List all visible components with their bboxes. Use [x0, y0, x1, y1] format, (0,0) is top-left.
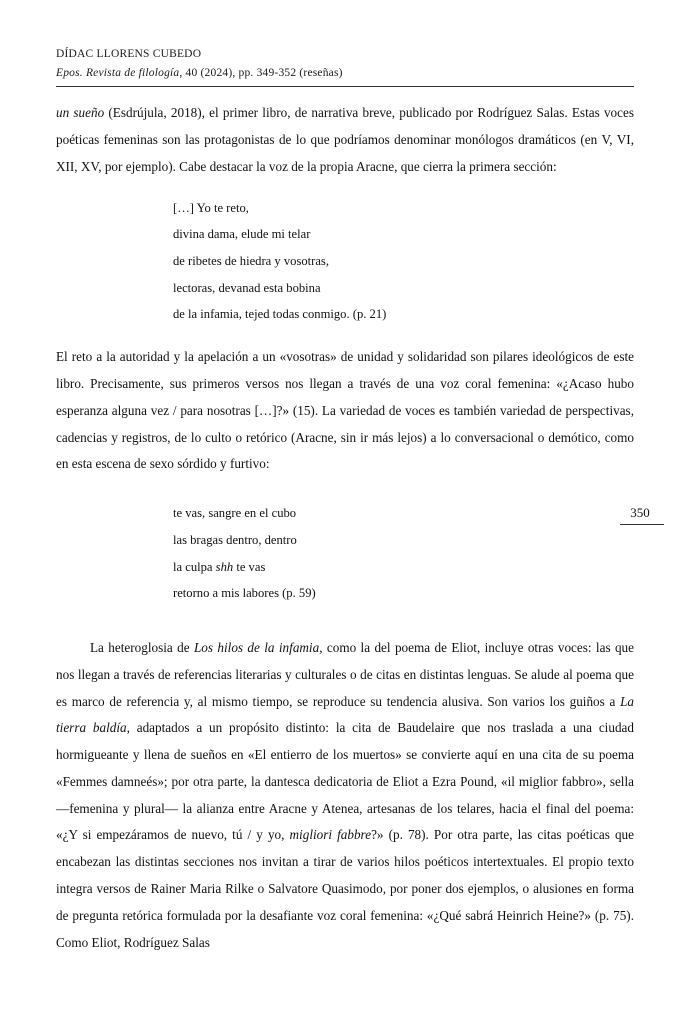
verse-line-post: te vas [233, 559, 266, 574]
inline-italic-un-sueno: un sueño [56, 105, 105, 121]
p3-italic-la-tierra-baldia: La tierra baldía [56, 693, 634, 736]
running-head-journal-title: Epos. Revista de filología [56, 66, 180, 79]
body-paragraph-3 [56, 635, 634, 957]
verse-block-2 [56, 500, 634, 607]
verse-line: divina dama, elude mi telar [173, 227, 311, 242]
page-number-value: 350 [630, 505, 650, 520]
verse-line-pre: la culpa [173, 559, 216, 574]
running-head-journal-details: , 40 (2024), pp. 349-352 (reseñas) [179, 66, 343, 79]
paragraph-text [56, 635, 634, 957]
verse-line-italic: shh [215, 559, 234, 574]
margin-page-number [616, 505, 664, 525]
page-number-divider [620, 524, 664, 525]
body-paragraph-1 [56, 100, 634, 180]
paragraph-text: El reto a la autoridad y la apelación a un «vosotras» de unidad y solidaridad son pilares ideológicos de este libro. Precisamente, sus primeros versos nos llegan a través de una voz coral femenina: «¿Acaso hubo esperanza alguna vez / para nosotras […]?» (15). La variedad de voces es también variedad de perspectivas, cadencias y registros, de lo culto o retórico (Aracne, sin ir más lejos) a lo conversacional o demótico, como en esta escena de sexo sórdido y furtivo: [56, 349, 634, 472]
header-divider [56, 86, 634, 87]
verse-line: retorno a mis labores (p. 59) [173, 586, 316, 601]
running-head-journal [56, 65, 634, 82]
paragraph-text [56, 100, 634, 180]
p3-run-6: ?» (p. 78). Por otra parte, las citas poéticas que encabezan las distintas secciones nos invitan a tirar de varios hilos poéticos intertextuales. El propio texto integra versos de Rainer Maria Rilke o Salvatore Quasimodo, por poner dos ejemplos, o alusiones en forma de pregunta retórica formulada por la desafiante voz coral femenina: «¿Qué sabrá Heinrich Heine?» (p. 75). Como Eliot, Rodríguez Salas [56, 827, 634, 950]
p3-italic-los-hilos: Los hilos de la infamia [193, 639, 320, 655]
paragraph-1-rest: (Esdrújula, 2018), el primer libro, de narrativa breve, publicado por Rodríguez Salas. Estas voces poéticas femeninas son las protagonistas de lo que podríamos denominar monólogos dramáticos (en V, VI, XII, XV, por ejemplo). Cabe destacar la voz de la propia Aracne, que cierra la primera sección: [56, 105, 634, 174]
verse-line [173, 554, 634, 581]
body-paragraph-2 [56, 344, 634, 478]
p3-run-0: La heteroglosia de [90, 639, 194, 655]
verse-line: […] Yo te reto, [173, 200, 249, 215]
verse-line: las bragas dentro, dentro [173, 532, 297, 547]
running-head [56, 46, 634, 81]
p3-italic-migliori-fabbre: migliori fabbre [289, 827, 372, 843]
page-content [56, 46, 634, 956]
p3-run-2: , como la del poema de Eliot, incluye otras voces: las que nos llegan a través de referencias literarias y culturales o de citas en distintas lenguas. Se alude al poema que es marco de referencia y, al mismo tiempo, se reproduce su tendencia alusiva. Son varios los guiños a [56, 639, 634, 709]
verse-line: de la infamia, tejed todas conmigo. (p. 21) [173, 307, 387, 322]
running-head-author: DÍDAC LLORENS CUBEDO [56, 48, 202, 60]
verse-line: te vas, sangre en el cubo [173, 506, 297, 521]
verse-block-1 [56, 195, 634, 328]
verse-line: de ribetes de hiedra y vosotras, [173, 254, 329, 269]
p3-run-4: , adaptados a un propósito distinto: la cita de Baudelaire que nos traslada a una ciudad hormigueante y llena de sueños en «El entierro de los muertos» se convierte aquí en una cita de su poema «Femmes damneés»; por otra parte, la dantesca dedicatoria de Eliot a Ezra Pound, «il miglior fabbro», sella —femenina y plural— la alianza entre Aracne y Atenea, artesanas de los telares, hacia el final del poema: «¿Y si empezáramos de nuevo, tú / y yo, [56, 720, 634, 843]
verse-line: lectoras, devanad esta bobina [173, 280, 321, 295]
